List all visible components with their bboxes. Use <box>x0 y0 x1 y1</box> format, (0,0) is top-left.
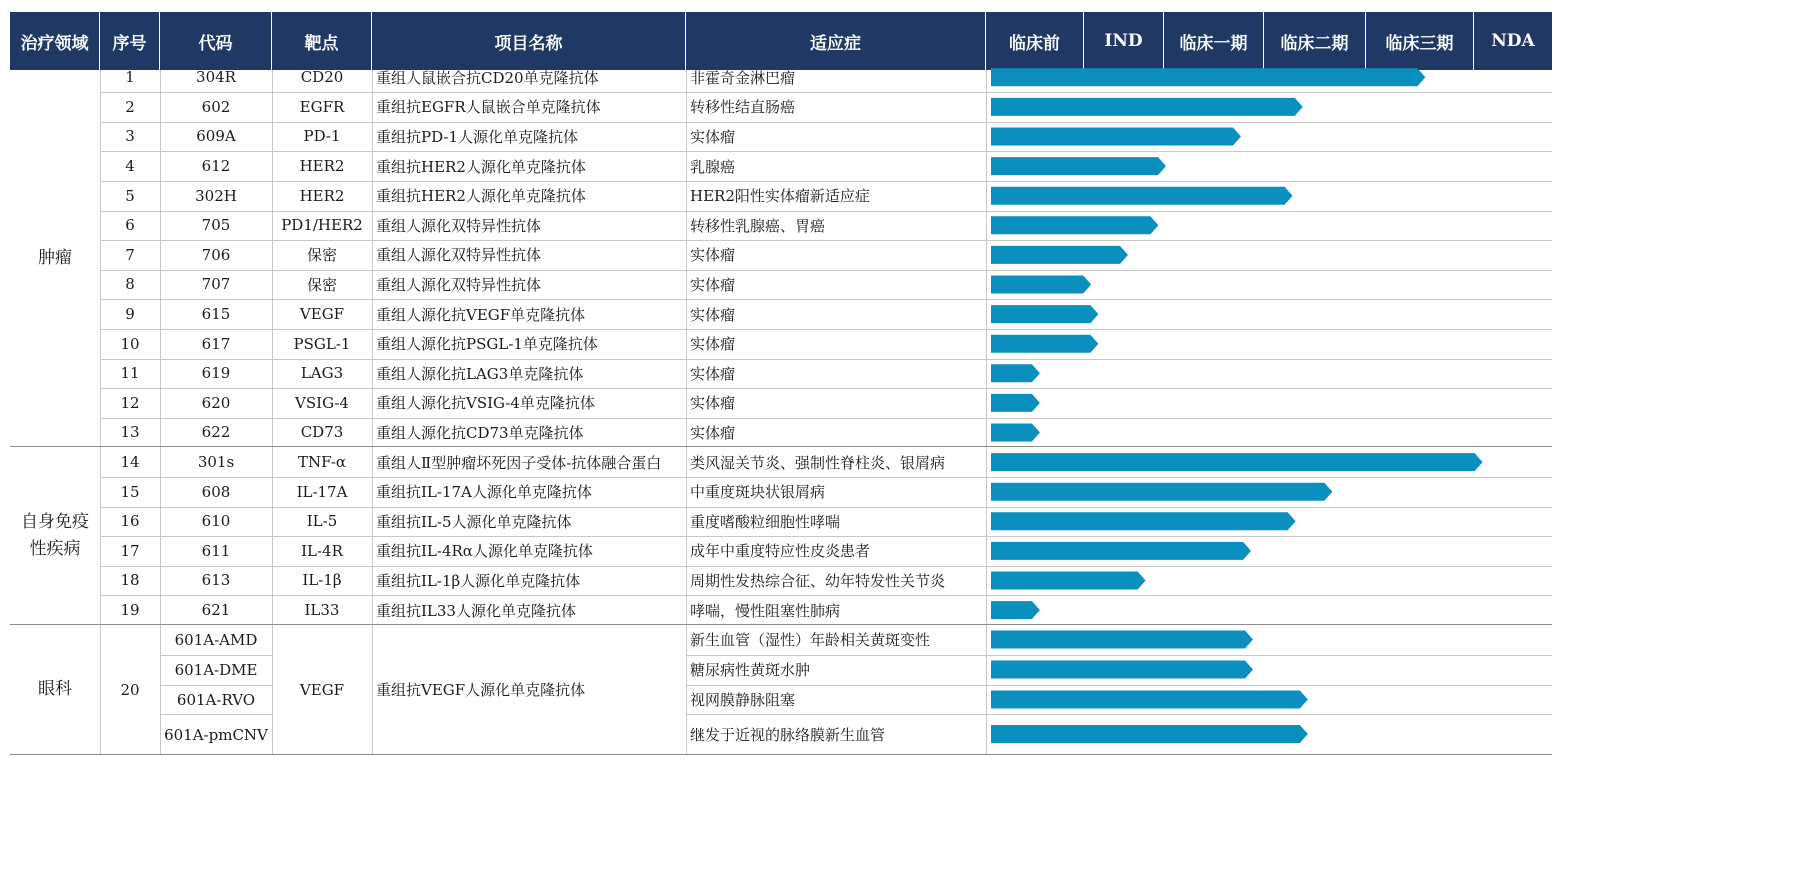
row-no: 13 <box>120 423 140 442</box>
row-indication: 周期性发热综合征、幼年特发性关节炎 <box>690 571 946 590</box>
row-target: 保密 <box>306 246 337 265</box>
header-name: 项目名称 <box>372 12 686 70</box>
progress-bar-609A <box>991 128 1241 146</box>
row-no: 7 <box>125 245 135 264</box>
row-no: 12 <box>120 393 140 412</box>
row-code: 705 <box>201 216 231 235</box>
row-indication: 实体瘤 <box>690 246 736 265</box>
row-code: 304R <box>196 68 236 87</box>
row-target: EGFR <box>299 97 345 116</box>
row-target: IL-5 <box>306 512 338 531</box>
oph-indication: 糖尿病性黄斑水肿 <box>690 661 811 679</box>
row-no: 2 <box>125 97 135 116</box>
row-indication: 实体瘤 <box>690 275 736 294</box>
grid-line <box>686 655 1552 656</box>
oph-code: 601A-DME <box>174 660 258 679</box>
row-target: CD20 <box>300 68 344 87</box>
row-target: CD73 <box>300 423 344 442</box>
row-indication: 实体瘤 <box>690 423 736 442</box>
header-stage-preclinical: 临床前 <box>986 12 1084 70</box>
progress-bar-617 <box>991 335 1098 353</box>
grid-line <box>686 714 1552 715</box>
row-code: 617 <box>201 334 231 353</box>
grid-line <box>986 70 987 754</box>
row-target: IL-4R <box>301 541 343 560</box>
row-code: 706 <box>201 245 231 264</box>
row-code: 608 <box>201 482 231 501</box>
row-no: 4 <box>125 157 135 176</box>
row-project-name: 重组抗IL-4Rα人源化单克隆抗体 <box>376 542 593 561</box>
grid-line <box>160 655 272 656</box>
oph-no: 20 <box>120 680 140 699</box>
row-target: TNF-α <box>297 453 347 472</box>
oph-indication: 视网膜静脉阻塞 <box>690 691 796 709</box>
grid-line <box>160 685 272 686</box>
row-code: 609A <box>196 127 236 146</box>
row-project-name: 重组抗PD-1人源化单克隆抗体 <box>376 127 579 146</box>
progress-bar-304R <box>991 68 1425 86</box>
grid-line <box>686 685 1552 686</box>
progress-bar-613 <box>991 572 1146 590</box>
progress-bar-302H <box>991 187 1293 205</box>
row-no: 6 <box>125 216 135 235</box>
header-code: 代码 <box>160 12 272 70</box>
header-no: 序号 <box>100 12 160 70</box>
oph-indication: 新生血管（湿性）年龄相关黄斑变性 <box>690 631 931 649</box>
row-project-name: 重组人源化双特异性抗体 <box>376 216 542 235</box>
group-label-oncology: 肿瘤 <box>38 247 72 268</box>
row-project-name: 重组抗IL-5人源化单克隆抗体 <box>376 512 572 531</box>
progress-bar-602 <box>991 98 1303 116</box>
progress-bar-601A-RVO <box>991 691 1308 709</box>
row-no: 11 <box>120 364 140 383</box>
oph-name: 重组抗VEGF人源化单克隆抗体 <box>376 681 586 699</box>
row-no: 8 <box>125 275 135 294</box>
progress-bar-301s <box>991 453 1483 471</box>
progress-bar-601A-pmCNV <box>991 725 1308 743</box>
row-no: 14 <box>120 453 140 472</box>
row-project-name: 重组人源化抗VEGF单克隆抗体 <box>376 305 586 324</box>
progress-bar-619 <box>991 364 1040 382</box>
header-stage-nda: NDA <box>1474 12 1552 70</box>
row-target: 保密 <box>306 275 337 294</box>
row-no: 9 <box>125 305 135 324</box>
row-target: LAG3 <box>300 364 344 383</box>
header-stage-phase1: 临床一期 <box>1164 12 1264 70</box>
progress-bar-621 <box>991 601 1040 619</box>
row-indication: 转移性结直肠癌 <box>690 98 796 117</box>
progress-bar-601A-AMD <box>991 631 1253 649</box>
grid-line <box>160 714 272 715</box>
row-target: HER2 <box>299 186 345 205</box>
row-code: 611 <box>201 541 231 560</box>
header-indication: 适应症 <box>686 12 986 70</box>
row-project-name: 重组人源化双特异性抗体 <box>376 246 542 265</box>
row-indication: 实体瘤 <box>690 127 736 146</box>
row-indication: 乳腺癌 <box>690 157 736 176</box>
row-project-name: 重组人鼠嵌合抗CD20单克隆抗体 <box>376 68 599 87</box>
row-code: 302H <box>195 186 237 205</box>
row-no: 15 <box>120 482 140 501</box>
progress-bar-620 <box>991 394 1040 412</box>
row-indication: 重度嗜酸粒细胞性哮喘 <box>690 512 841 531</box>
row-target: IL33 <box>304 601 340 620</box>
row-project-name: 重组人源化抗CD73单克隆抗体 <box>376 423 584 442</box>
row-project-name: 重组抗HER2人源化单克隆抗体 <box>376 157 586 176</box>
table-bottom-line <box>10 754 1552 755</box>
group-label-autoimmune: 自身免疫性疾病 <box>21 511 89 559</box>
row-indication: 类风湿关节炎、强制性脊柱炎、银屑病 <box>690 453 946 472</box>
progress-bar-622 <box>991 424 1040 442</box>
row-no: 16 <box>120 512 140 531</box>
progress-bar-611 <box>991 542 1251 560</box>
progress-bar-707 <box>991 276 1091 294</box>
row-project-name: 重组抗EGFR人鼠嵌合单克隆抗体 <box>376 98 601 117</box>
oph-code: 601A-RVO <box>176 690 256 709</box>
progress-bar-601A-DME <box>991 661 1253 679</box>
row-target: PD1/HER2 <box>281 216 363 235</box>
row-code: 612 <box>201 157 231 176</box>
row-target: VSIG-4 <box>295 393 349 412</box>
row-indication: 中重度斑块状银屑病 <box>690 483 826 502</box>
row-no: 17 <box>120 541 140 560</box>
progress-bar-608 <box>991 483 1332 501</box>
header-target: 靶点 <box>272 12 372 70</box>
group-label-ophthalmology: 眼科 <box>38 679 72 699</box>
progress-bar-615 <box>991 305 1098 323</box>
group-separator <box>10 446 1552 447</box>
row-code: 610 <box>201 512 231 531</box>
header-stage-ind: IND <box>1084 12 1164 70</box>
row-target: PD-1 <box>303 127 341 146</box>
row-project-name: 重组人源化抗VSIG-4单克隆抗体 <box>376 394 595 413</box>
row-project-name: 重组人Ⅱ型肿瘤坏死因子受体-抗体融合蛋白 <box>376 453 662 472</box>
row-code: 615 <box>201 305 231 324</box>
row-code: 622 <box>201 423 231 442</box>
row-project-name: 重组抗IL-17A人源化单克隆抗体 <box>376 483 592 502</box>
row-project-name: 重组人源化抗PSGL-1单克隆抗体 <box>376 335 598 354</box>
row-indication: 非霍奇金淋巴瘤 <box>690 68 796 87</box>
progress-bar-610 <box>991 512 1296 530</box>
header-stage-phase3: 临床三期 <box>1366 12 1474 70</box>
row-indication: HER2阳性实体瘤新适应症 <box>690 187 870 206</box>
row-code: 619 <box>201 364 231 383</box>
row-indication: 实体瘤 <box>690 394 736 413</box>
progress-bar-706 <box>991 246 1128 264</box>
row-indication: 实体瘤 <box>690 364 736 383</box>
row-indication: 实体瘤 <box>690 335 736 354</box>
row-no: 19 <box>120 601 140 620</box>
row-no: 3 <box>125 127 135 146</box>
row-project-name: 重组人源化双特异性抗体 <box>376 275 542 294</box>
row-target: IL-1β <box>302 571 342 590</box>
row-project-name: 重组抗HER2人源化单克隆抗体 <box>376 187 586 206</box>
row-project-name: 重组人源化抗LAG3单克隆抗体 <box>376 364 584 383</box>
row-code: 707 <box>201 275 231 294</box>
row-no: 1 <box>125 68 135 87</box>
row-indication: 转移性乳腺癌、胃癌 <box>690 216 826 235</box>
row-no: 18 <box>120 571 140 590</box>
row-code: 621 <box>201 601 231 620</box>
row-target: VEGF <box>299 305 345 324</box>
row-project-name: 重组抗IL33人源化单克隆抗体 <box>376 601 576 620</box>
progress-bar-612 <box>991 157 1166 175</box>
row-no: 5 <box>125 186 135 205</box>
row-target: PSGL-1 <box>293 334 351 353</box>
header-area: 治疗领域 <box>10 12 100 70</box>
row-code: 620 <box>201 393 231 412</box>
row-project-name: 重组抗IL-1β人源化单克隆抗体 <box>376 571 581 590</box>
row-indication: 成年中重度特应性皮炎患者 <box>690 542 871 561</box>
header-stage-phase2: 临床二期 <box>1264 12 1366 70</box>
oph-target: VEGF <box>299 680 345 699</box>
row-target: HER2 <box>299 157 345 176</box>
oph-indication: 继发于近视的脉络膜新生血管 <box>690 726 886 744</box>
row-code: 301s <box>197 453 235 472</box>
progress-bar-705 <box>991 216 1158 234</box>
row-no: 10 <box>120 334 140 353</box>
row-target: IL-17A <box>296 482 348 501</box>
row-code: 613 <box>201 571 231 590</box>
oph-code: 601A-AMD <box>174 630 258 649</box>
oph-code: 601A-pmCNV <box>164 725 268 744</box>
row-indication: 哮喘，慢性阻塞性肺病 <box>690 601 841 620</box>
row-code: 602 <box>201 97 231 116</box>
row-indication: 实体瘤 <box>690 305 736 324</box>
